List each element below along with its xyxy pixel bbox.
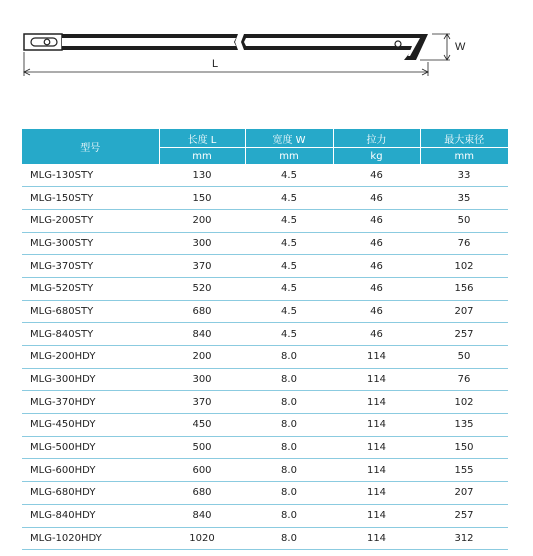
cell-bundle: 207 xyxy=(420,482,508,505)
tie-head xyxy=(24,34,62,50)
cell-model: MLG-370HDY xyxy=(22,391,159,414)
cell-model: MLG-680HDY xyxy=(22,482,159,505)
cell-bundle: 150 xyxy=(420,436,508,459)
cell-length: 370 xyxy=(159,255,245,278)
unit-bundle: mm xyxy=(420,148,508,165)
cell-bundle: 76 xyxy=(420,232,508,255)
cell-width: 8.0 xyxy=(245,504,333,527)
cell-bundle: 102 xyxy=(420,255,508,278)
cell-tensile: 114 xyxy=(333,504,420,527)
cell-width: 8.0 xyxy=(245,368,333,391)
cell-length: 520 xyxy=(159,277,245,300)
table-row xyxy=(22,300,508,323)
cell-model: MLG-840HDY xyxy=(22,504,159,527)
cell-width: 4.5 xyxy=(245,255,333,278)
cell-model: MLG-300STY xyxy=(22,232,159,255)
cell-model: MLG-130STY xyxy=(22,164,159,187)
cell-bundle: 155 xyxy=(420,459,508,482)
table-row xyxy=(22,232,508,255)
cell-model: MLG-840STY xyxy=(22,323,159,346)
cell-width: 4.5 xyxy=(245,277,333,300)
cell-length: 500 xyxy=(159,436,245,459)
cell-tensile: 46 xyxy=(333,277,420,300)
cell-bundle: 257 xyxy=(420,504,508,527)
cell-model: MLG-500HDY xyxy=(22,436,159,459)
table-row xyxy=(22,482,508,505)
cell-length: 150 xyxy=(159,187,245,210)
cell-length: 840 xyxy=(159,323,245,346)
cell-model: MLG-450HDY xyxy=(22,414,159,437)
header-bundle: 最大束径 xyxy=(420,129,508,148)
cell-width: 4.5 xyxy=(245,323,333,346)
length-label: L xyxy=(212,58,219,70)
unit-width: mm xyxy=(245,148,333,165)
table-row xyxy=(22,391,508,414)
header-model: 型号 xyxy=(22,129,159,164)
cell-length: 300 xyxy=(159,368,245,391)
table-row xyxy=(22,187,508,210)
cell-tensile: 46 xyxy=(333,323,420,346)
cell-width: 8.0 xyxy=(245,391,333,414)
cell-width: 8.0 xyxy=(245,414,333,437)
cell-length: 130 xyxy=(159,164,245,187)
cell-tensile: 114 xyxy=(333,459,420,482)
cell-width: 4.5 xyxy=(245,164,333,187)
cell-tensile: 46 xyxy=(333,255,420,278)
cell-width: 4.5 xyxy=(245,209,333,232)
cell-model: MLG-300HDY xyxy=(22,368,159,391)
cell-tensile: 46 xyxy=(333,164,420,187)
table-row xyxy=(22,209,508,232)
header-width: 宽度 W xyxy=(245,129,333,148)
cell-bundle: 135 xyxy=(420,414,508,437)
header-tensile: 拉力 xyxy=(333,129,420,148)
cable-tie-diagram xyxy=(0,0,533,110)
cell-length: 200 xyxy=(159,346,245,369)
table-row xyxy=(22,255,508,278)
cell-length: 370 xyxy=(159,391,245,414)
length-dimension xyxy=(24,52,428,76)
cell-tensile: 114 xyxy=(333,436,420,459)
tie-band xyxy=(62,34,428,60)
cell-tensile: 46 xyxy=(333,209,420,232)
header-length: 长度 L xyxy=(159,129,245,148)
cell-tensile: 46 xyxy=(333,232,420,255)
table-row xyxy=(22,368,508,391)
unit-length: mm xyxy=(159,148,245,165)
table-row xyxy=(22,527,508,550)
cell-length: 450 xyxy=(159,414,245,437)
cell-model: MLG-1020HDY xyxy=(22,527,159,550)
cell-bundle: 50 xyxy=(420,209,508,232)
cell-tensile: 114 xyxy=(333,346,420,369)
table-row xyxy=(22,164,508,187)
cell-model: MLG-680STY xyxy=(22,300,159,323)
cell-model: MLG-600HDY xyxy=(22,459,159,482)
table-row xyxy=(22,459,508,482)
table-row xyxy=(22,323,508,346)
cell-width: 4.5 xyxy=(245,187,333,210)
width-label: W xyxy=(455,41,466,53)
cell-length: 680 xyxy=(159,300,245,323)
cell-model: MLG-200STY xyxy=(22,209,159,232)
cell-tensile: 46 xyxy=(333,300,420,323)
cell-width: 8.0 xyxy=(245,482,333,505)
cell-bundle: 312 xyxy=(420,527,508,550)
cell-model: MLG-520STY xyxy=(22,277,159,300)
cell-length: 680 xyxy=(159,482,245,505)
table-row xyxy=(22,346,508,369)
table-row xyxy=(22,436,508,459)
unit-tensile: kg xyxy=(333,148,420,165)
cell-width: 4.5 xyxy=(245,300,333,323)
cell-tensile: 114 xyxy=(333,527,420,550)
table-row xyxy=(22,277,508,300)
cell-width: 8.0 xyxy=(245,346,333,369)
cell-length: 840 xyxy=(159,504,245,527)
cell-length: 300 xyxy=(159,232,245,255)
cell-length: 600 xyxy=(159,459,245,482)
cell-bundle: 35 xyxy=(420,187,508,210)
cell-tensile: 114 xyxy=(333,482,420,505)
cell-tensile: 114 xyxy=(333,368,420,391)
cell-bundle: 207 xyxy=(420,300,508,323)
cell-bundle: 76 xyxy=(420,368,508,391)
cell-bundle: 50 xyxy=(420,346,508,369)
table-body xyxy=(22,164,508,550)
cell-bundle: 102 xyxy=(420,391,508,414)
cell-length: 200 xyxy=(159,209,245,232)
cell-length: 1020 xyxy=(159,527,245,550)
cell-model: MLG-150STY xyxy=(22,187,159,210)
cell-tensile: 46 xyxy=(333,187,420,210)
spec-table xyxy=(22,129,508,550)
cell-width: 8.0 xyxy=(245,459,333,482)
cell-bundle: 156 xyxy=(420,277,508,300)
cell-model: MLG-370STY xyxy=(22,255,159,278)
cell-tensile: 114 xyxy=(333,391,420,414)
table-row xyxy=(22,414,508,437)
cell-bundle: 257 xyxy=(420,323,508,346)
header-row xyxy=(22,129,508,148)
cell-bundle: 33 xyxy=(420,164,508,187)
table-row xyxy=(22,504,508,527)
cell-width: 8.0 xyxy=(245,527,333,550)
cell-width: 4.5 xyxy=(245,232,333,255)
cell-width: 8.0 xyxy=(245,436,333,459)
cell-model: MLG-200HDY xyxy=(22,346,159,369)
cell-tensile: 114 xyxy=(333,414,420,437)
